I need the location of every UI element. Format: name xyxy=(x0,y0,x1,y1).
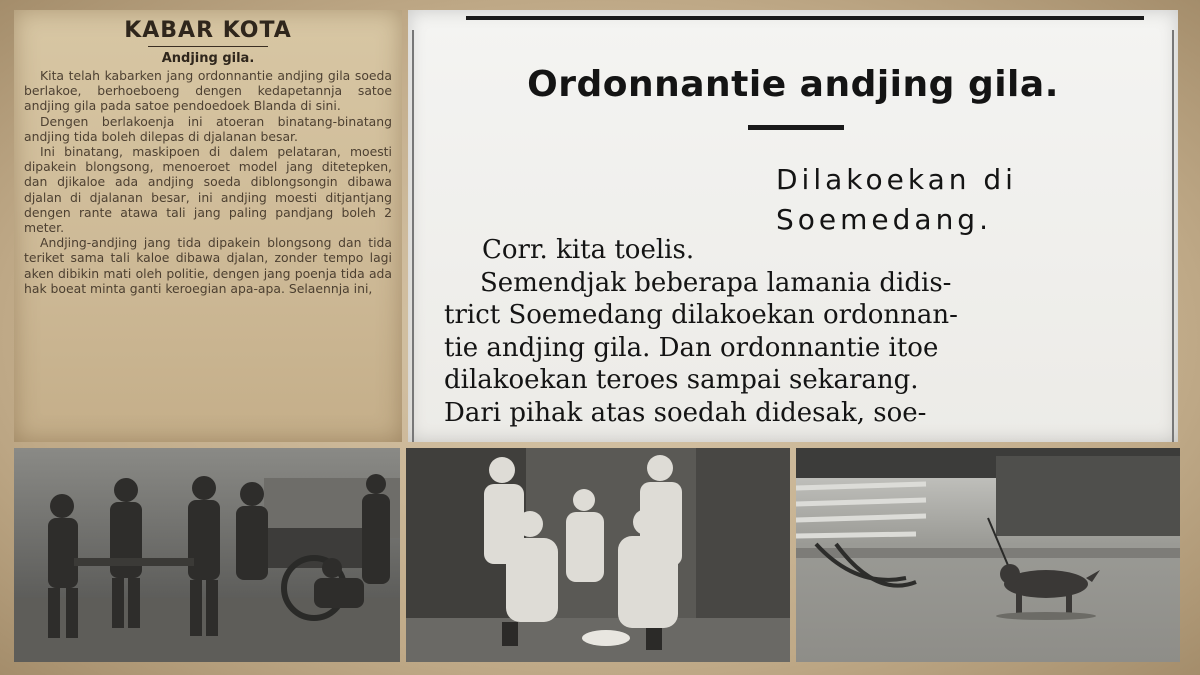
subheadline-line: Dilakoekan di xyxy=(776,163,1017,196)
article-body xyxy=(14,68,402,296)
top-rule xyxy=(466,16,1144,20)
article-paragraph: Kita telah kabarken jang ordonnantie andjing gila soeda berlakoe, berhoeboeng dengen kedapetannja satoe andjing gila pada satoe pendoedoek Blanda di sini. xyxy=(24,68,392,114)
kabar-kota-clipping xyxy=(14,10,402,442)
photo-dog-carts xyxy=(14,448,400,662)
body-line: tie andjing gila. Dan ordonnantie itoe xyxy=(444,332,939,363)
body-line: Semendjak beberapa lamania didis- xyxy=(480,267,952,298)
body-line: Corr. kita toelis. xyxy=(482,235,695,265)
subheadline xyxy=(776,160,1156,240)
body-line: dilakoekan teroes sampai sekarang. xyxy=(444,365,919,395)
article-body xyxy=(444,234,1144,429)
article-paragraph: Ini binatang, maskipoen di dalem pelataran, moesti dipakein blongsong, menoeroet model jang ditetepken, dan djikaloe ada andjing soeda diblongsongin dibawa djalan di djalanan besar, ini andjing moesti ditjantjang dengen rante atawa tali jang paling pandjang boleh 2 meter. xyxy=(24,144,392,236)
subheadline-line: Soemedang. xyxy=(776,203,992,236)
body-line: Dari pihak atas soedah didesak, soe- xyxy=(444,397,927,428)
article-title: Andjing gila. xyxy=(161,51,255,66)
photo-dog-bench xyxy=(796,448,1180,662)
article-paragraph: Andjing-andjing jang tida dipakein blongsong dan tida teriket sama tali kaloe dibawa djalan, zonder tempo lagi aken dibikin mati oleh politie, dengen jang poenja tida ada hak boeat minta ganti keroegian apa-apa. Selaennja ini, xyxy=(24,235,392,296)
column-title-rule xyxy=(148,46,268,47)
body-line: trict Soemedang dilakoekan ordonnan- xyxy=(444,300,958,330)
article-paragraph: Dengen berlakoenja ini atoeran binatang-binatang andjing tida boleh dilepas di djalanan besar. xyxy=(24,113,392,144)
column-title: KABAR KOTA xyxy=(124,18,292,43)
ordonnantie-clipping xyxy=(408,10,1178,442)
headline: Ordonnantie andjing gila. xyxy=(527,64,1059,105)
photo-family-portrait xyxy=(406,448,790,662)
headline-rule xyxy=(748,125,844,130)
